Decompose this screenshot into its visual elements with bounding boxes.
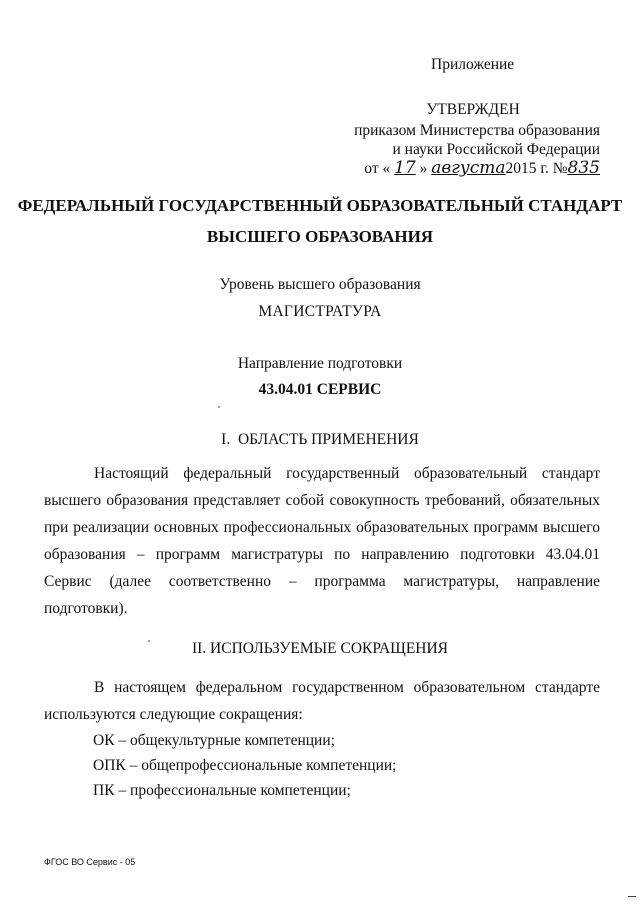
document-title [0,190,640,252]
approval-line-ministry: приказом Министерства образования [354,122,600,139]
approval-block [354,100,600,178]
approval-line-science: и науки Российской Федерации [392,141,600,158]
date-day: 17 [394,158,416,178]
appendix-label: Приложение [431,56,515,73]
approved-label: УТВЕРЖДЕН [426,101,520,118]
date-mid: » [419,160,428,177]
section-1-paragraph: Настоящий федеральный государственный образовательный стандарт высшего образования представляет собой совокупность требований, обязательных при реализации основных профессиональных образовательных программ высшего образования – программ магистратуры по направлению подготовки 43.04.01 Сервис (далее соответственно – программа магистратуры, направление подготовки). [44,465,600,617]
date-year: 2015 г. № [505,160,568,177]
title-line-2: ВЫСШЕГО ОБРАЗОВАНИЯ [206,227,434,246]
date-month: августа [431,158,506,178]
section-1-heading: I. ОБЛАСТЬ ПРИМЕНЕНИЯ [221,431,419,448]
level-value: МАГИСТРАТУРА [258,303,382,320]
section-2-heading: II. ИСПОЛЬЗУЕМЫЕ СОКРАЩЕНИЯ [191,640,449,657]
scan-speck [218,406,220,408]
direction-label: Направление подготовки [237,355,403,372]
approval-date-line [354,159,600,178]
date-prefix: от « [364,160,391,177]
scan-edge-mark [628,896,636,897]
page-footer: ФГОС ВО Сервис - 05 [44,857,136,867]
title-line-1: ФЕДЕРАЛЬНЫЙ ГОСУДАРСТВЕННЫЙ ОБРАЗОВАТЕЛЬНЫЙ СТАНДАРТ [17,196,623,215]
section-2-intro: В настоящем федеральном государственном образовательном стандарте используются следующие сокращения: [44,679,600,723]
scan-speck [148,640,150,642]
abbreviation-item-opk: ОПК – общепрофессиональные компетенции; [93,757,397,774]
order-number: 835 [567,158,600,178]
level-label: Уровень высшего образования [219,276,421,293]
abbreviation-item-pk: ПК – профессиональные компетенции; [93,782,351,799]
abbreviation-item-ok: ОК – общекультурные компетенции; [93,732,335,749]
direction-value: 43.04.01 СЕРВИС [258,381,382,398]
